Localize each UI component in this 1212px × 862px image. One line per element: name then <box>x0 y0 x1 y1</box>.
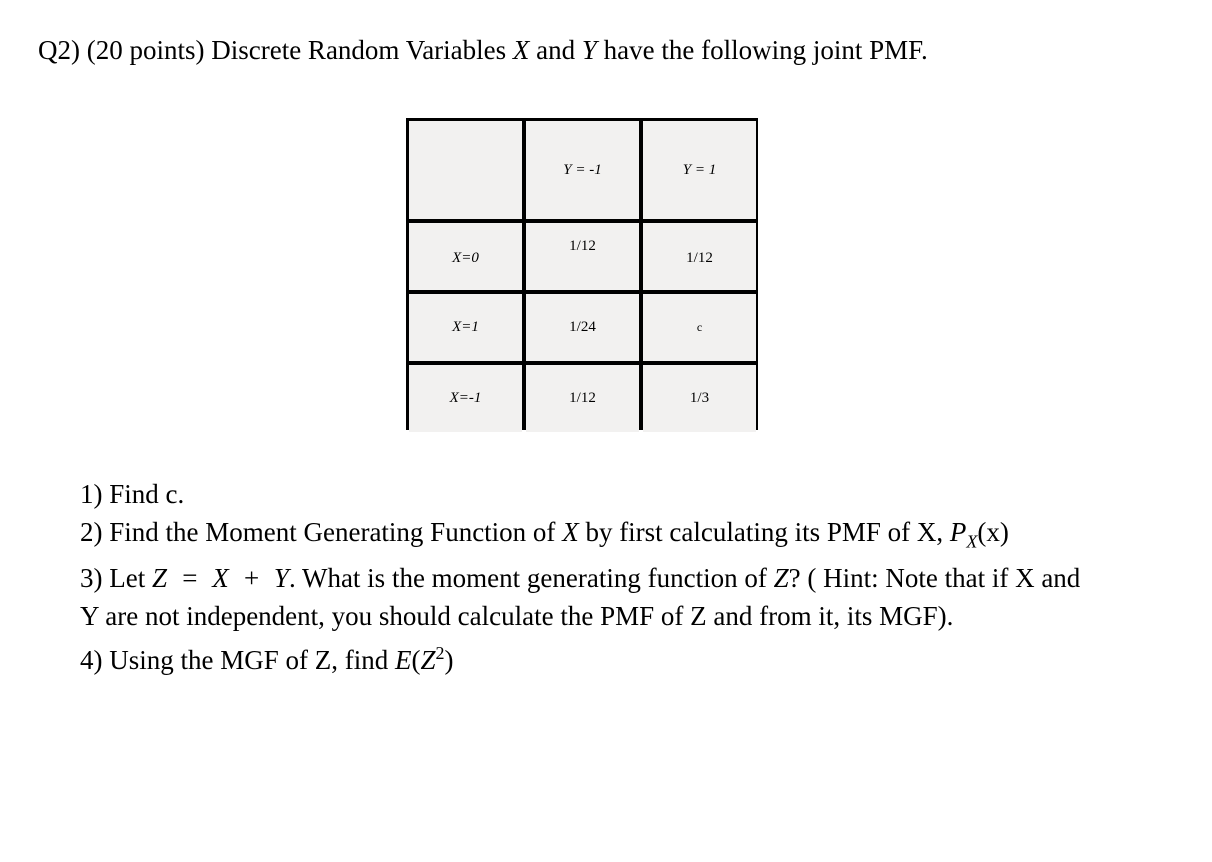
cell-x1-yneg1: 1/24 <box>526 294 639 361</box>
cell-x1-y1: c <box>643 294 756 361</box>
question-suffix: have the following joint PMF. <box>596 35 928 65</box>
cell-xneg1-yneg1: 1/12 <box>526 365 639 432</box>
cell-x0-y1: 1/12 <box>643 223 756 290</box>
table-corner-cell <box>409 121 522 219</box>
sub-questions <box>80 476 1080 680</box>
question-prefix: Q2) (20 points) Discrete Random Variables <box>38 35 513 65</box>
joint-pmf-table <box>406 118 758 430</box>
cell-x0-yneg1: 1/12 <box>526 223 639 290</box>
part-4: 4) Using the MGF of Z, find $E(Z^2)$ <box>80 643 454 676</box>
var-y: Y <box>581 35 597 65</box>
row-header-xneg1: X=-1 <box>409 365 522 432</box>
cell-xneg1-y1: 1/3 <box>643 365 756 432</box>
question-heading <box>38 32 928 68</box>
part-3: 3) Let Z = X + Y. What is the moment generating function of Z? ( Hint: Note that if X and <box>80 563 1081 594</box>
row-header-x1: X=1 <box>409 294 522 361</box>
part-2: 2) Find the Moment Generating Function of X by first calculating its PMF of X, $P_X(x)$ <box>80 516 1009 551</box>
question-and: and <box>529 35 582 65</box>
part-1: 1) Find c. <box>80 479 185 509</box>
row-header-x0: X=0 <box>409 223 522 290</box>
var-x: X <box>512 35 530 65</box>
col-header-y-neg1: Y = -1 <box>526 121 639 219</box>
col-header-y-1: Y = 1 <box>643 121 756 219</box>
part-3-continued: Y are not independent, you should calculate the PMF of Z and from it, its MGF). <box>80 600 954 631</box>
